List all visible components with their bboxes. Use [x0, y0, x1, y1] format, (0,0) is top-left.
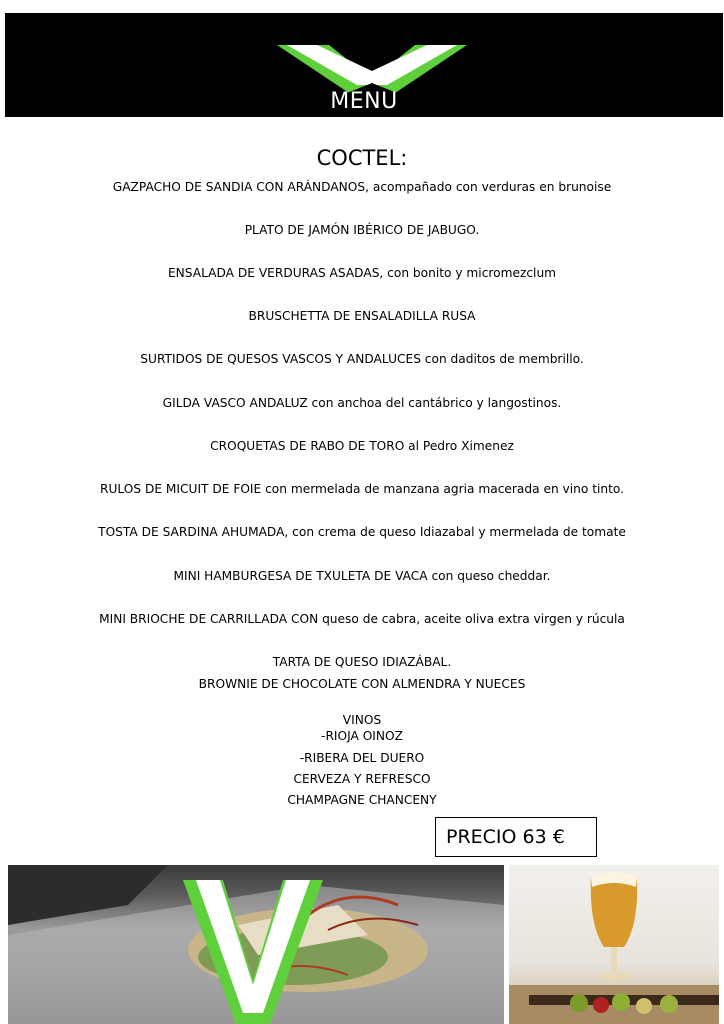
section-title: COCTEL: [316, 146, 408, 170]
menu-item: BRUSCHETTA DE ENSALADILLA RUSA [248, 309, 476, 323]
menu-item: MINI HAMBURGESA DE TXULETA DE VACA con queso cheddar. [173, 569, 551, 583]
menu-item: CROQUETAS DE RABO DE TORO al Pedro Ximenez [210, 439, 514, 453]
menu-item: GILDA VASCO ANDALUZ con anchoa del cantábrico y langostinos. [162, 396, 562, 410]
header-banner [5, 13, 723, 117]
drink-item: CHAMPAGNE CHANCENY [287, 793, 437, 807]
dessert-item: TARTA DE QUESO IDIAZÁBAL. [272, 655, 452, 669]
food-photo [8, 865, 504, 1024]
menu-item: TOSTA DE SARDINA AHUMADA, con crema de queso Idiazabal y mermelada de tomate [98, 525, 626, 539]
price-box: PRECIO 63 € [435, 817, 597, 857]
menu-item: GAZPACHO DE SANDIA CON ARÁNDANOS, acompañado con verduras en brunoise [112, 180, 612, 194]
header-title: MENU [330, 89, 398, 114]
menu-item: PLATO DE JAMÓN IBÉRICO DE JABUGO. [244, 223, 480, 237]
beer-photo [509, 865, 719, 1024]
drinks-title: VINOS [342, 713, 382, 727]
menu-item: SURTIDOS DE QUESOS VASCOS Y ANDALUCES con daditos de membrillo. [140, 352, 584, 366]
menu-item: MINI BRIOCHE DE CARRILLADA CON queso de cabra, aceite oliva extra virgen y rúcula [99, 612, 625, 626]
menu-item: RULOS DE MICUIT DE FOIE con mermelada de manzana agria macerada en vino tinto. [100, 482, 624, 496]
dessert-item: BROWNIE DE CHOCOLATE CON ALMENDRA Y NUECES [198, 677, 526, 691]
menu-item: ENSALADA DE VERDURAS ASADAS, con bonito y micromezclum [167, 266, 557, 280]
drink-item: -RIBERA DEL DUERO [299, 751, 425, 765]
drink-item: -RIOJA OINOZ [321, 729, 403, 743]
drink-item: CERVEZA Y REFRESCO [293, 772, 431, 786]
